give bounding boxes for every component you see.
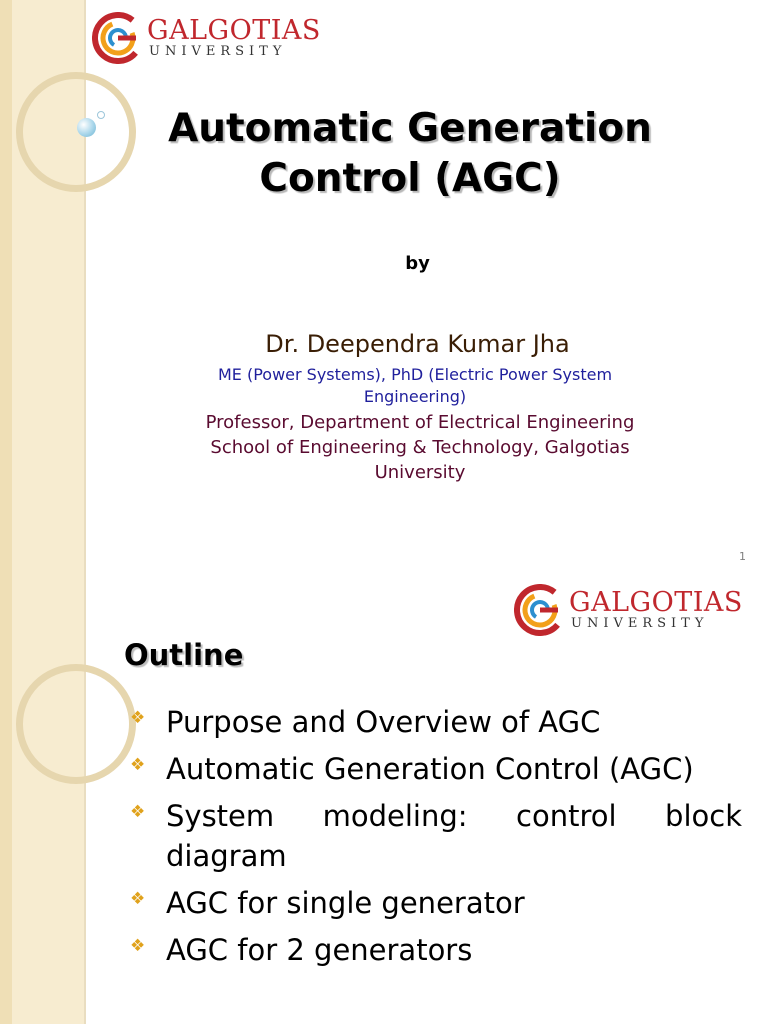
decorative-bubble [77, 118, 96, 137]
list-item-text: Automatic Generation Control (AGC) [166, 752, 694, 786]
affiliation-line-1: Professor, Department of Electrical Engineering [205, 412, 635, 433]
affiliation-line-2: School of Engineering & Technology, Galgotias [210, 437, 630, 458]
author-qualifications [165, 364, 665, 408]
decorative-circle [16, 664, 136, 784]
author-affiliation [140, 410, 700, 485]
list-item [128, 930, 742, 970]
four-point-star-icon: ❖ [130, 802, 146, 822]
qualifications-line-1: ME (Power Systems), PhD (Electric Power System [217, 365, 613, 384]
galgotias-logo-icon [514, 584, 566, 636]
four-point-star-icon: ❖ [130, 936, 146, 956]
list-item [128, 749, 742, 789]
by-label: by [405, 253, 430, 274]
logo-subtitle: UNIVERSITY [149, 44, 287, 59]
list-item-text: AGC for single generator [166, 886, 525, 920]
slide-number: 1 [739, 550, 746, 563]
four-point-star-icon: ❖ [130, 708, 146, 728]
logo-wordmark: GALGOTIAS [147, 15, 321, 46]
list-item-text: Purpose and Overview of AGC [166, 705, 601, 739]
slide-title-line-2: Control (AGC) [259, 156, 561, 201]
logo-wordmark: GALGOTIAS [569, 587, 743, 618]
list-item-text: System modeling: control block diagram [166, 799, 742, 873]
slide-title-line-1: Automatic Generation [168, 106, 652, 151]
slide-title [100, 104, 720, 204]
list-item [128, 883, 742, 923]
list-item [128, 796, 742, 876]
outline-title: Outline [124, 638, 244, 672]
author-name: Dr. Deependra Kumar Jha [265, 330, 570, 358]
decorative-side-band [0, 576, 86, 1024]
outline-list [128, 702, 742, 977]
list-item-text: AGC for 2 generators [166, 933, 473, 967]
qualifications-line-2: Engineering) [363, 387, 467, 406]
logo-subtitle: UNIVERSITY [571, 616, 709, 631]
galgotias-logo-icon [92, 12, 144, 64]
four-point-star-icon: ❖ [130, 889, 146, 909]
affiliation-line-3: University [374, 462, 466, 483]
side-band-edge [84, 576, 86, 1024]
four-point-star-icon: ❖ [130, 755, 146, 775]
list-item [128, 702, 742, 742]
